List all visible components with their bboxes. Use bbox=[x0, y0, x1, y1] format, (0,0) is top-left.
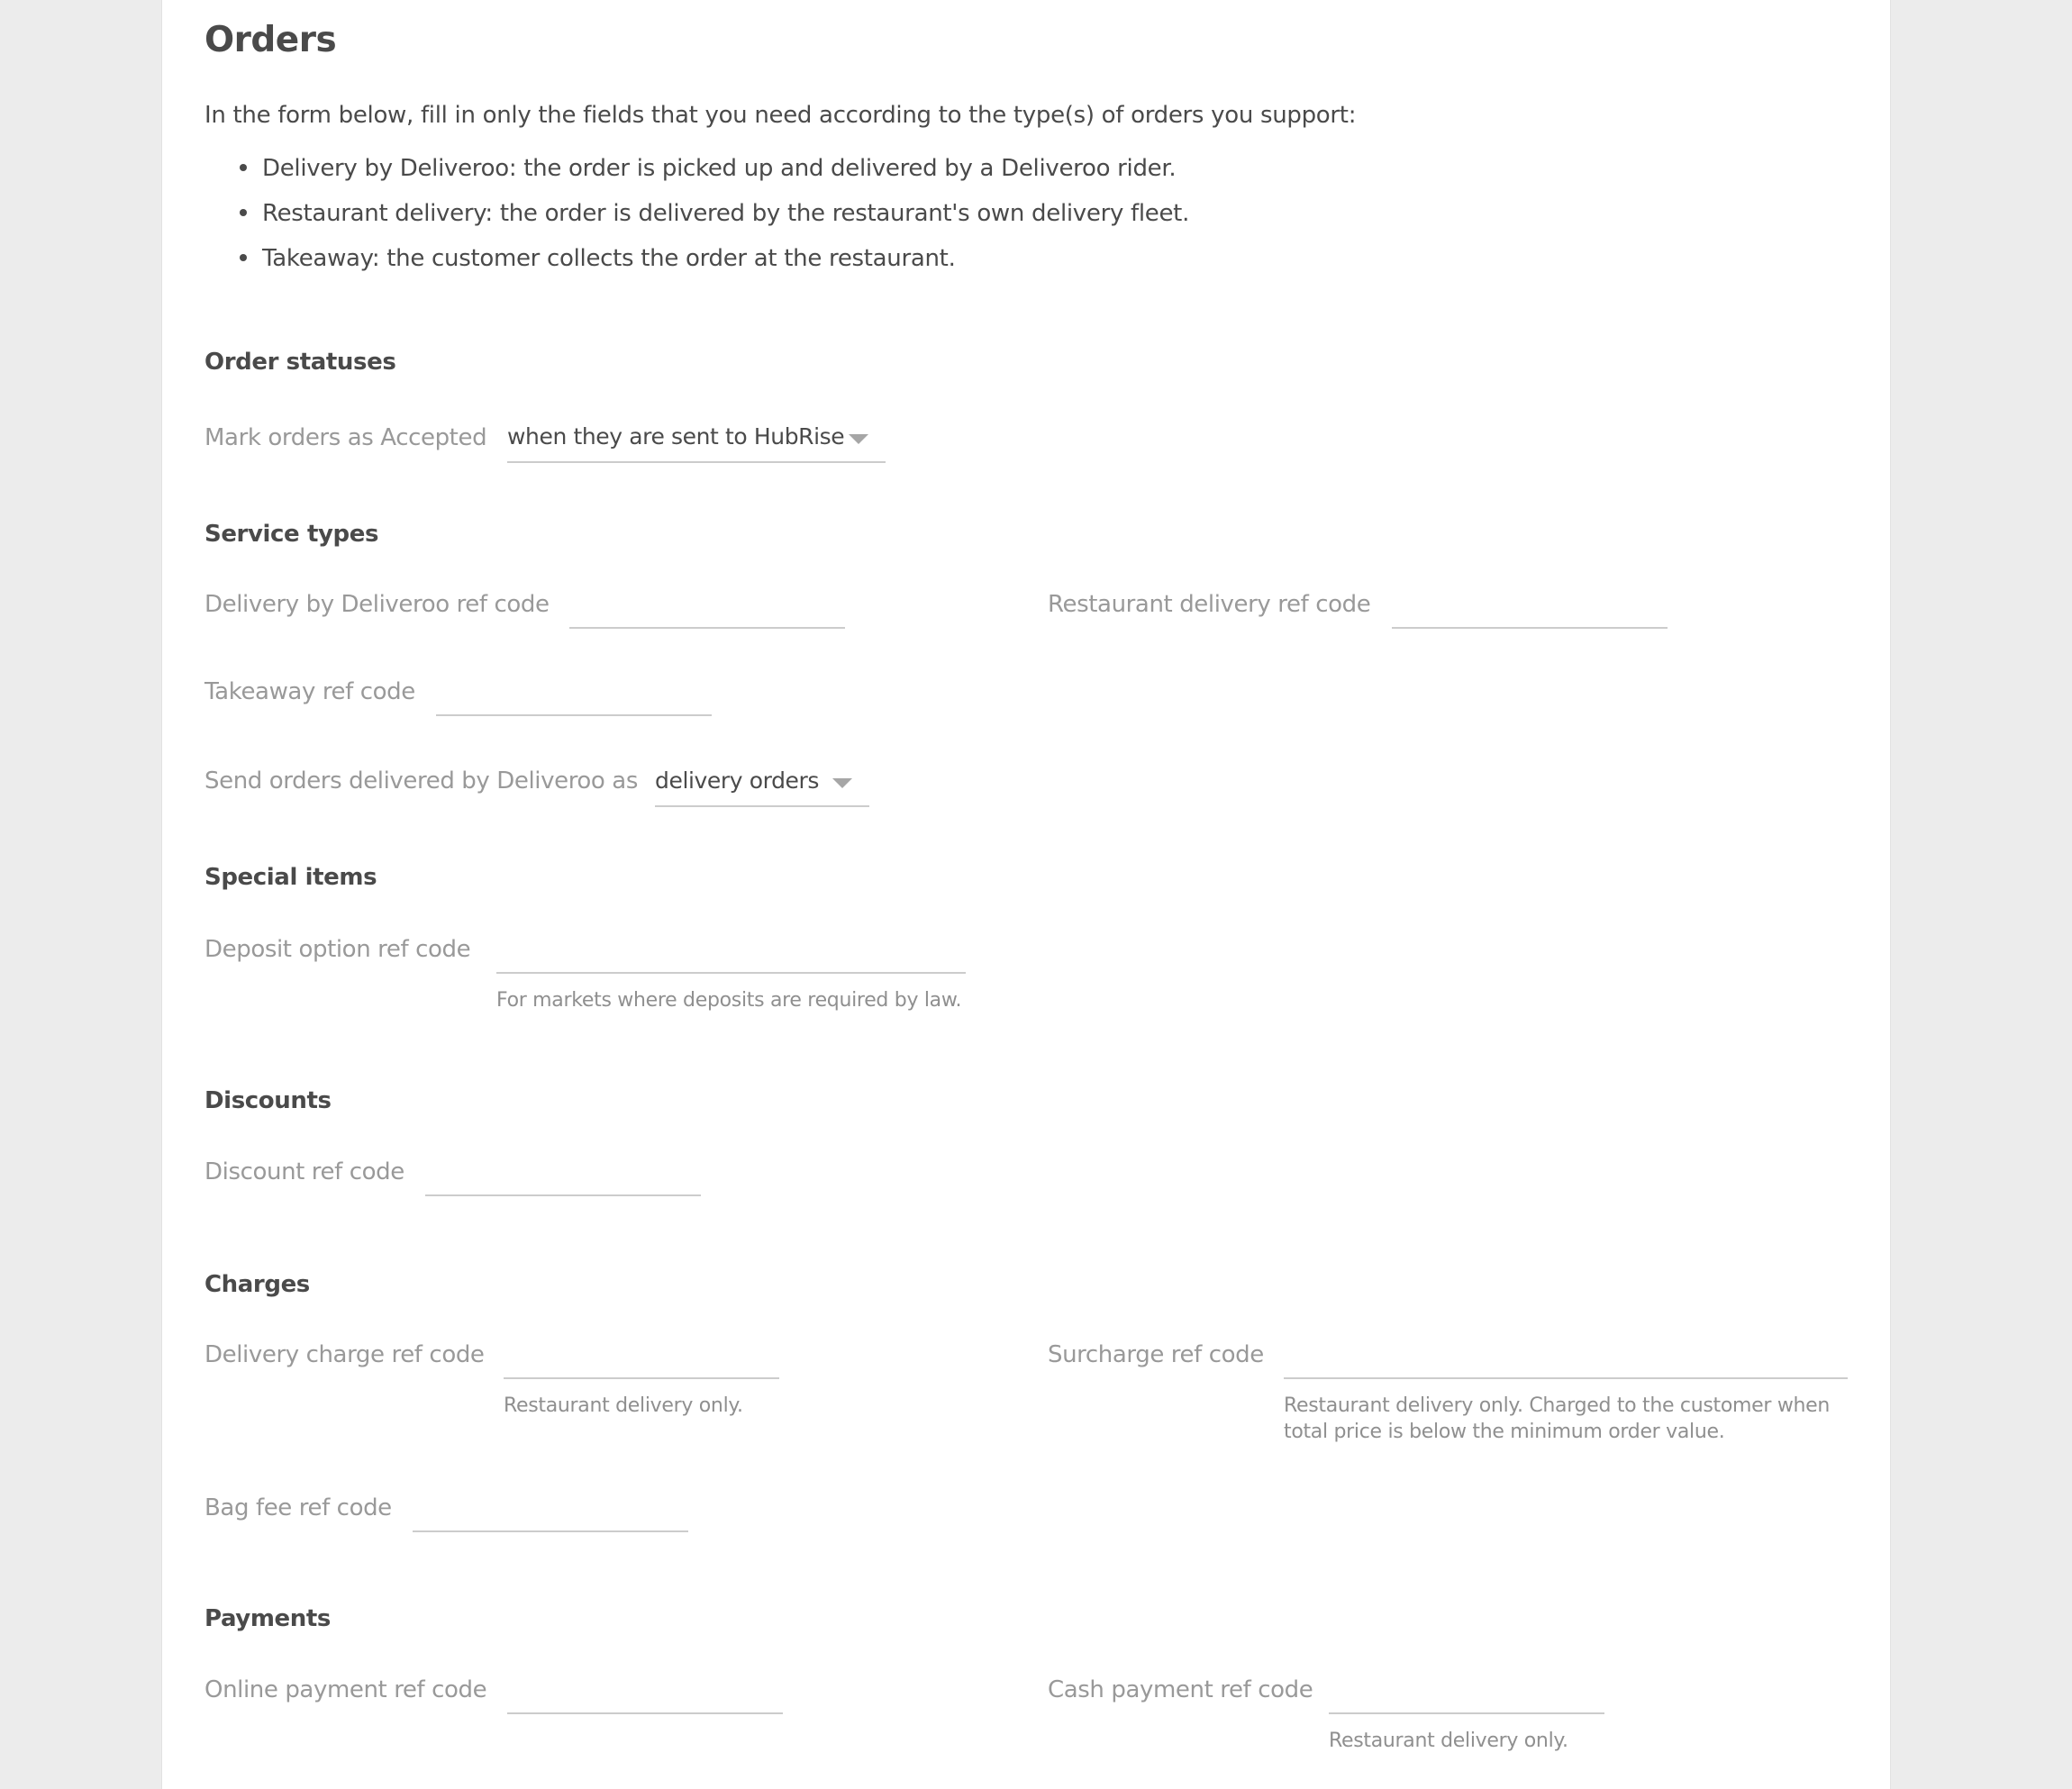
cash-payment-help: Restaurant delivery only. bbox=[1329, 1730, 1568, 1752]
deposit-option-label: Deposit option ref code bbox=[204, 936, 471, 963]
bullet-item: Restaurant delivery: the order is delivered by the restaurant's own delivery fleet. bbox=[240, 200, 1189, 227]
mark-accepted-label: Mark orders as Accepted bbox=[204, 424, 487, 451]
surcharge-ref-input[interactable] bbox=[1284, 1349, 1848, 1379]
discount-label: Discount ref code bbox=[204, 1158, 404, 1185]
section-heading-special-items: Special items bbox=[204, 864, 377, 891]
cash-payment-label: Cash payment ref code bbox=[1048, 1676, 1313, 1703]
online-payment-label: Online payment ref code bbox=[204, 1676, 487, 1703]
page-title: Orders bbox=[204, 20, 337, 60]
deposit-option-ref-input[interactable] bbox=[496, 943, 966, 974]
send-orders-as-label: Send orders delivered by Deliveroo as bbox=[204, 767, 638, 795]
section-heading-charges: Charges bbox=[204, 1271, 310, 1298]
section-heading-payments: Payments bbox=[204, 1605, 331, 1632]
surcharge-help-line-1: Restaurant delivery only. Charged to the customer when bbox=[1284, 1394, 1831, 1417]
bullet-dot-icon bbox=[240, 164, 247, 171]
delivery-by-deliveroo-ref-input[interactable] bbox=[569, 598, 845, 629]
bullet-dot-icon bbox=[240, 209, 247, 216]
bullet-item: Delivery by Deliveroo: the order is picked up and delivered by a Deliveroo rider. bbox=[240, 155, 1176, 182]
deposit-option-help: For markets where deposits are required by law. bbox=[496, 989, 962, 1012]
intro-text: In the form below, fill in only the fields that you need according to the type(s) of orders you support: bbox=[204, 102, 1357, 129]
restaurant-delivery-label: Restaurant delivery ref code bbox=[1048, 591, 1371, 618]
caret-down-icon bbox=[832, 778, 852, 788]
restaurant-delivery-ref-input[interactable] bbox=[1392, 598, 1668, 629]
bag-fee-ref-input[interactable] bbox=[413, 1502, 688, 1532]
discount-ref-input[interactable] bbox=[425, 1166, 701, 1196]
surcharge-label: Surcharge ref code bbox=[1048, 1341, 1264, 1368]
section-heading-service-types: Service types bbox=[204, 521, 379, 548]
section-heading-order-statuses: Order statuses bbox=[204, 349, 396, 376]
bullet-item: Takeaway: the customer collects the order at the restaurant. bbox=[240, 245, 956, 272]
delivery-charge-help: Restaurant delivery only. bbox=[504, 1394, 743, 1417]
delivery-charge-ref-input[interactable] bbox=[504, 1349, 779, 1379]
takeaway-label: Takeaway ref code bbox=[204, 678, 415, 705]
bag-fee-label: Bag fee ref code bbox=[204, 1494, 392, 1521]
delivery-charge-label: Delivery charge ref code bbox=[204, 1341, 485, 1368]
section-heading-discounts: Discounts bbox=[204, 1087, 332, 1114]
caret-down-icon bbox=[849, 434, 868, 444]
cash-payment-ref-input[interactable] bbox=[1329, 1684, 1604, 1714]
send-orders-as-select[interactable]: delivery orders bbox=[655, 767, 869, 807]
delivery-by-deliveroo-label: Delivery by Deliveroo ref code bbox=[204, 591, 550, 618]
bullet-dot-icon bbox=[240, 254, 247, 261]
takeaway-ref-input[interactable] bbox=[436, 686, 712, 716]
surcharge-help-line-2: total price is below the minimum order value. bbox=[1284, 1421, 1725, 1443]
online-payment-ref-input[interactable] bbox=[507, 1684, 783, 1714]
mark-accepted-select[interactable]: when they are sent to HubRise bbox=[507, 423, 886, 463]
